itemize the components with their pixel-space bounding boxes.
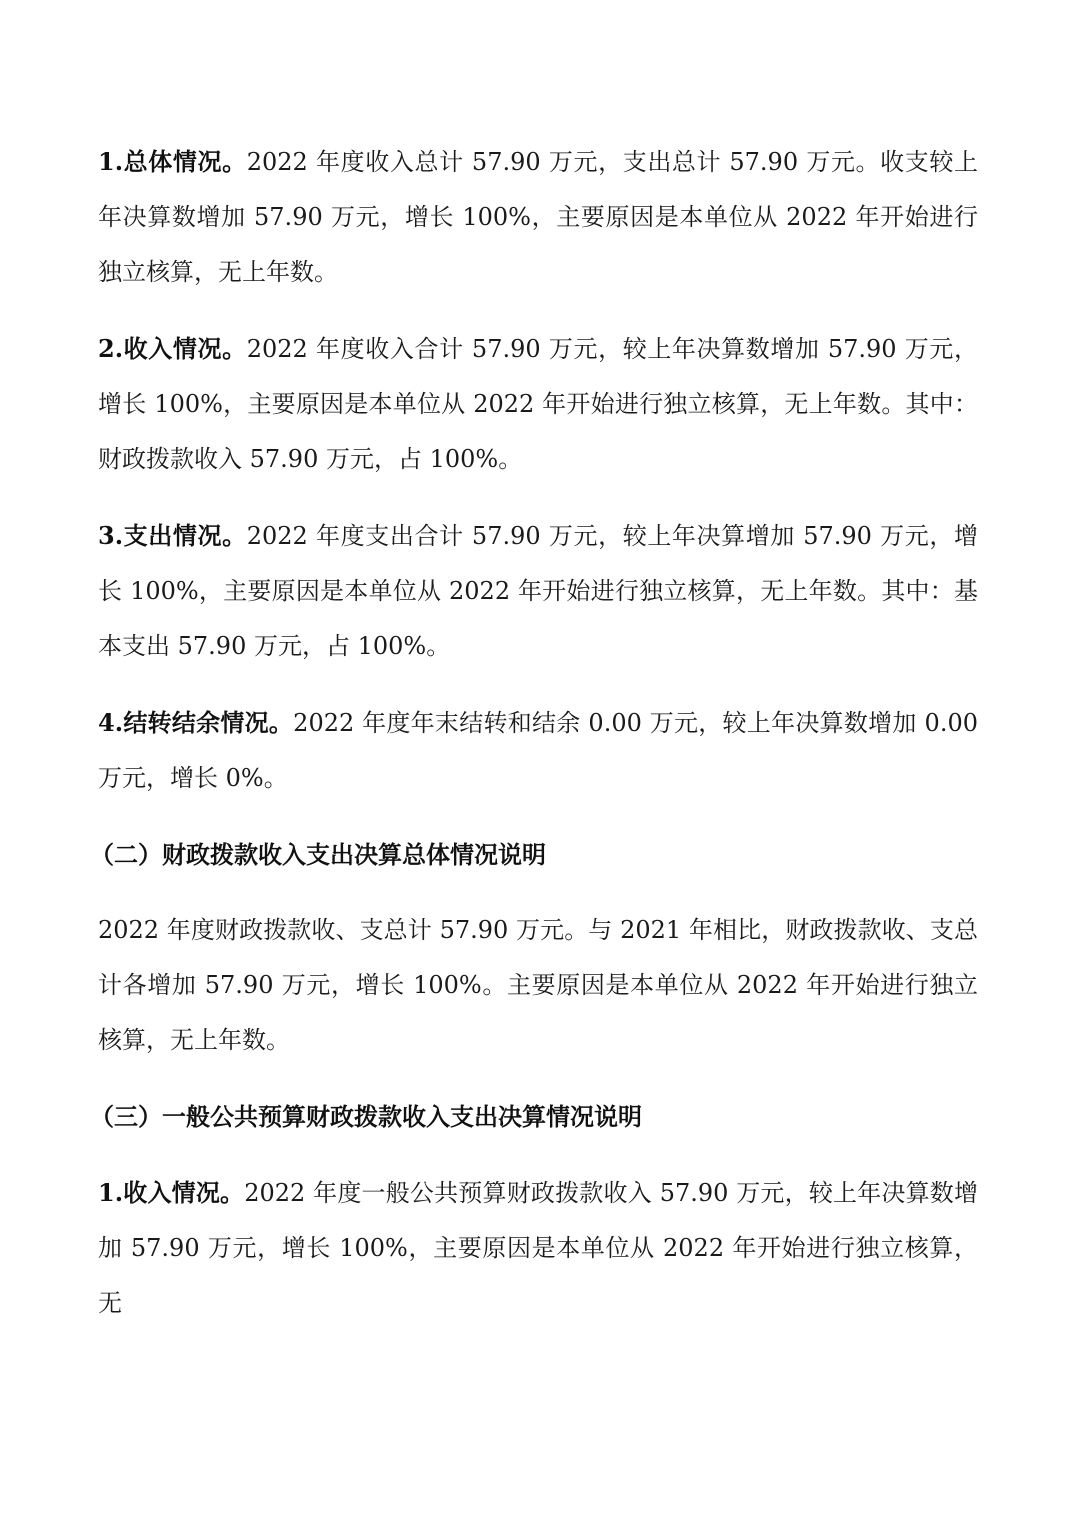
paragraph-lead: 2.收入情况。: [98, 334, 247, 363]
paragraph-text: 2022 年度一般公共预算财政拨款收入 57.90 万元，较上年决算数增加 57.90 万元，增长 100%，主要原因是本单位从 2022 年开始进行独立核算，无: [98, 1179, 978, 1317]
paragraph-text: 2022 年度收入总计 57.90 万元，支出总计 57.90 万元。收支较上年决算数增加 57.90 万元，增长 100%，主要原因是本单位从 2022 年开始进行独立核算，无上年数。: [98, 148, 978, 286]
paragraph-lead: 1.收入情况。: [98, 1178, 245, 1207]
document-body: [90, 134, 978, 1352]
paragraph-text: 2022 年度支出合计 57.90 万元，较上年决算增加 57.90 万元，增长 100%，主要原因是本单位从 2022 年开始进行独立核算，无上年数。其中：基本支出 57.90 万元，占 100%。: [98, 522, 978, 660]
paragraph-lead: 3.支出情况。: [98, 521, 247, 550]
section-heading-3: （三）一般公共预算财政拨款收入支出决算情况说明: [90, 1102, 642, 1131]
paragraph-carryover: [98, 695, 978, 806]
paragraph-general-budget-income: [98, 1165, 978, 1331]
paragraph-text: 2022 年度收入合计 57.90 万元，较上年决算数增加 57.90 万元，增长 100%，主要原因是本单位从 2022 年开始进行独立核算，无上年数。其中：财政拨款收入 57.90 万元，占 100%。: [98, 335, 978, 473]
paragraph-text: 2022 年度年末结转和结余 0.00 万元，较上年决算数增加 0.00 万元，增长 0%。: [98, 709, 978, 792]
section-heading-2: （二）财政拨款收入支出决算总体情况说明: [90, 840, 546, 869]
paragraph-fiscal-overview: 2022 年度财政拨款收、支总计 57.90 万元。与 2021 年相比，财政拨款收、支总计各增加 57.90 万元，增长 100%。主要原因是本单位从 2022 年开始进行独立核算，无上年数。: [98, 916, 978, 1054]
paragraph-lead: 1.总体情况。: [98, 147, 247, 176]
paragraph-expenditure: [98, 508, 978, 674]
paragraph-overall: [98, 134, 978, 300]
paragraph-lead: 4.结转结余情况。: [98, 708, 294, 737]
paragraph-income: [98, 321, 978, 487]
